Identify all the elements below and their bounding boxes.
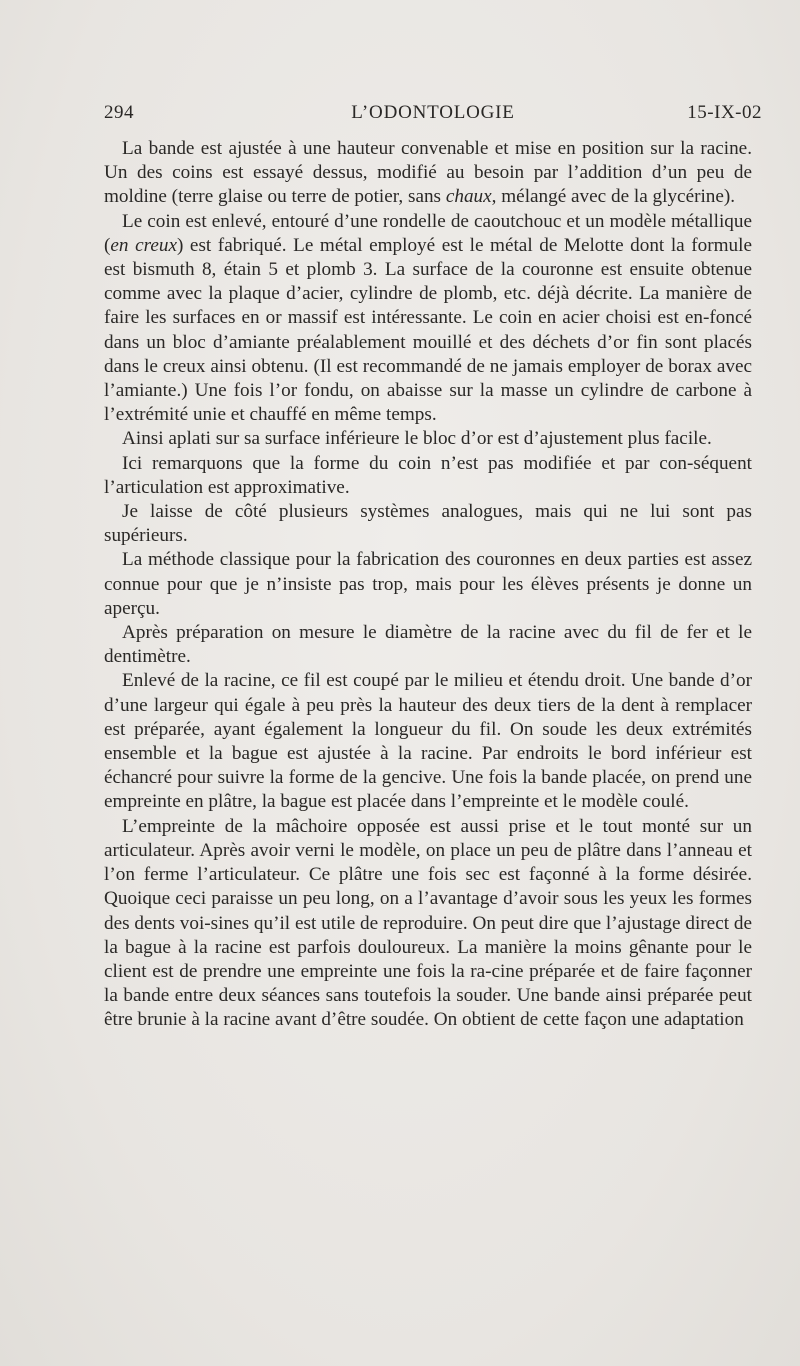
journal-title: L’ODONTOLOGIE [351,102,515,123]
paragraph [104,548,752,621]
text-run: L’empreinte de la mâchoire opposée est aussi prise et le tout monté sur un articulateur. Après avoir verni le modèle, on place un peu de plâtre dans l’anneau et l’on ferme l’articulateur. Ce plâtre une fois sec est façonné à la forme désirée. Quoique ceci paraisse un peu long, on a l’avantage d’avoir sous les yeux les formes des dents voi-sines qu’il est utile de reproduire. On peut dire que l’ajustage direct de la bague à la racine est parfois douloureux. La manière la moins gênante pour le client est de prendre une empreinte une fois la ra-cine préparée et de faire façonner la bande entre deux séances sans toutefois la souder. Une bande ainsi préparée peut être brunie à la racine avant d’être soudée. On obtient de cette façon une adaptation [104,815,752,1031]
page-number: 294 [104,102,134,123]
paragraph [104,452,752,500]
text-run: Après préparation on mesure le diamètre de la racine avec du fil de fer et le dentimètre. [104,622,752,668]
text-run: Enlevé de la racine, ce fil est coupé par le milieu et étendu droit. Une bande d’or d’une largeur qui égale à peu près la hauteur des deux tiers de la dent à remplacer est préparée, ayant également la longueur du fil. On soude les deux extrémités ensemble et la bague est ajustée à la racine. Par endroits le bord inférieur est échancré pour suivre la forme de la gencive. Une fois la bande placée, on prend une empreinte en plâtre, la bague est placée dans l’empreinte et le modèle coulé. [104,670,752,813]
italic-run: en creux [110,234,177,256]
paragraph [104,669,752,814]
paragraph [104,427,752,451]
text-run: Le coin est enlevé, entouré d’une rondelle de caoutchouc et un modèle métallique ( [104,210,752,256]
text-run: La méthode classique pour la fabrication des couronnes en deux parties est assez connue pour que je n’insiste pas trop, mais pour les élèves présents je donne un aperçu. [104,549,752,619]
body-text [104,137,752,1033]
issue-date: 15-IX-02 [687,102,762,123]
text-run: ) est fabriqué. Le métal employé est le métal de Melotte dont la formule est bismuth 8, étain 5 et plomb 3. La surface de la couronne est ensuite obtenue comme avec la plaque d’acier, cylindre de plomb, etc. déjà décrite. La manière de faire les surfaces en or massif est intéressante. Le coin en acier choisi est en-foncé dans un bloc d’amiante préalablement mouillé et des déchets d’or fin sont placés dans le creux ainsi obtenu. (Il est recommandé de ne jamais employer de borax avec l’amiante.) Une fois l’or fondu, on abaisse sur la masse un cylindre de carbone à l’extrémité unie et chauffé en même temps. [104,234,752,426]
text-run: Je laisse de côté plusieurs systèmes analogues, mais qui ne lui sont pas supérieurs. [104,501,752,547]
paragraph [104,137,752,210]
paragraph [104,621,752,669]
paragraph [104,210,752,428]
text-run: , mélangé avec de la glycérine). [491,186,736,208]
italic-run: chaux [445,186,492,208]
paragraph [104,815,752,1033]
running-header [104,100,762,130]
text-run: Ici remarquons que la forme du coin n’est pas modifiée et par con-séquent l’articulation est approximative. [104,452,752,498]
text-run: La bande est ajustée à une hauteur convenable et mise en position sur la racine. Un des coins est essayé dessus, modifié au besoin par l’addition d’un peu de moldine (terre glaise ou terre de potier, sans [104,138,752,208]
text-run: Ainsi aplati sur sa surface inférieure le bloc d’or est d’ajustement plus facile. [122,428,712,450]
paragraph [104,500,752,548]
